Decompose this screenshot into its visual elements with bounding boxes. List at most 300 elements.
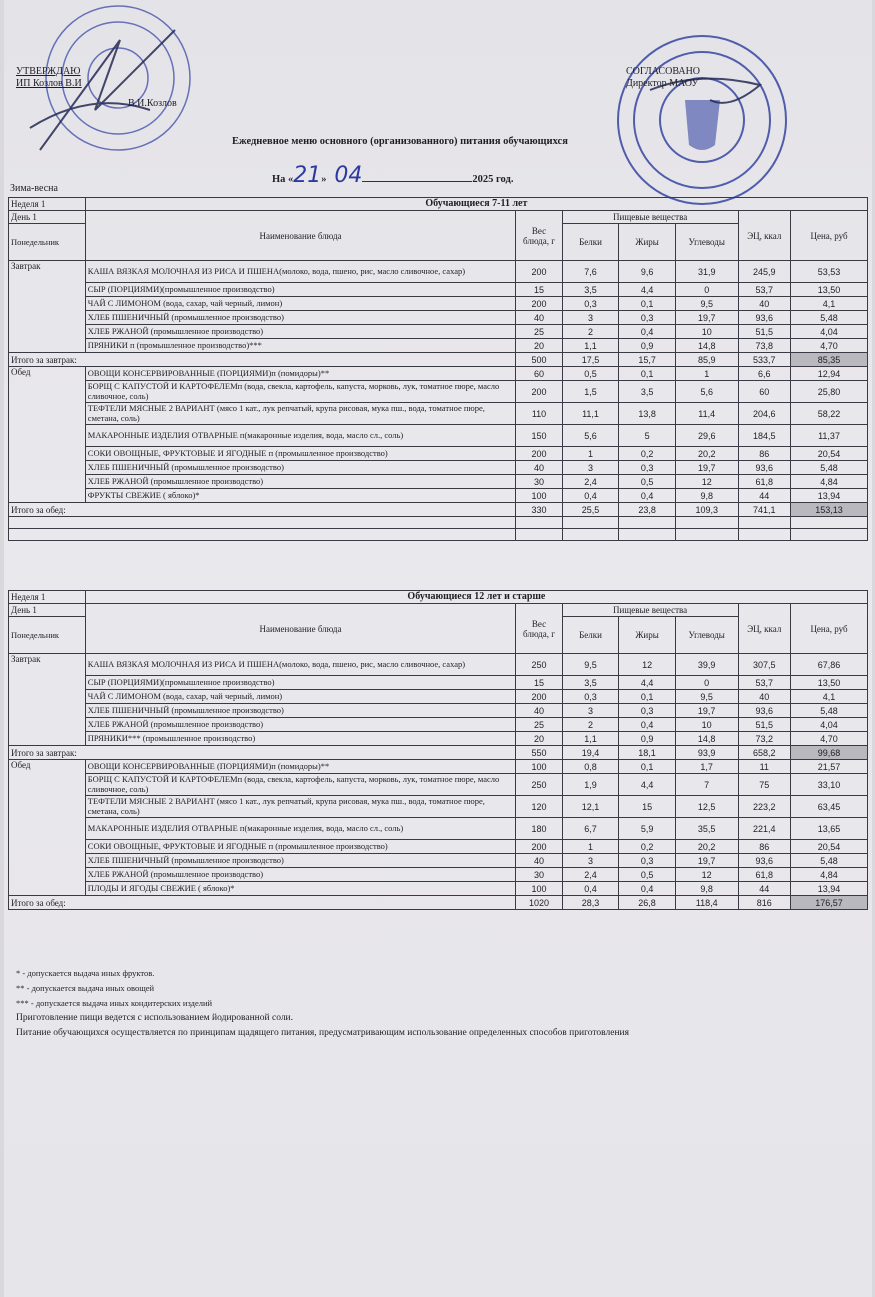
dish-weight: 40 — [516, 311, 562, 325]
dish-fat: 0,4 — [619, 325, 676, 339]
dish-carbs: 9,8 — [675, 489, 738, 503]
dish-price: 4,84 — [791, 475, 868, 489]
breakfast-total-protein: 17,5 — [562, 353, 619, 367]
dish-energy: 93,6 — [738, 854, 791, 868]
lunch-row — [9, 461, 868, 475]
nutrients-column-header: Пищевые вещества — [562, 211, 738, 224]
dish-carbs: 19,7 — [675, 704, 738, 718]
breakfast-row — [9, 297, 868, 311]
lunch-total-energy: 816 — [738, 896, 791, 910]
group-heading: Обучающиеся 12 лет и старше — [85, 591, 867, 604]
dish-column-header: Наименование блюда — [85, 211, 515, 261]
dish-energy: 51,5 — [738, 325, 791, 339]
breakfast-total-energy: 533,7 — [738, 353, 791, 367]
breakfast-total-fat: 18,1 — [619, 746, 676, 760]
approval-left — [16, 66, 177, 109]
dish-protein: 0,3 — [562, 297, 619, 311]
note-fruits: * - допускается выдача иных фруктов. — [16, 968, 155, 978]
dish-weight: 30 — [516, 868, 562, 882]
dish-name: СЫР (ПОРЦИЯМИ)(промышленное производство) — [85, 283, 515, 297]
blank-cell — [516, 517, 562, 529]
signature-name: В.И.Козлов — [128, 98, 177, 109]
dish-protein: 1,1 — [562, 339, 619, 353]
dish-protein: 2,4 — [562, 868, 619, 882]
dish-energy: 93,6 — [738, 311, 791, 325]
dish-fat: 0,2 — [619, 840, 676, 854]
breakfast-total-protein: 19,4 — [562, 746, 619, 760]
lunch-row — [9, 475, 868, 489]
dish-weight: 100 — [516, 489, 562, 503]
date-line — [272, 163, 513, 188]
blank-cell — [675, 517, 738, 529]
dish-carbs: 7 — [675, 774, 738, 796]
dish-name: МАКАРОННЫЕ ИЗДЕЛИЯ ОТВАРНЫЕ п(макаронные изделия, вода, масло сл., соль) — [85, 818, 515, 840]
agree-position: Директор МАОУ — [626, 78, 699, 89]
dish-price: 21,57 — [791, 760, 868, 774]
dish-price: 4,04 — [791, 325, 868, 339]
dish-protein: 1,9 — [562, 774, 619, 796]
breakfast-total-fat: 15,7 — [619, 353, 676, 367]
dish-weight: 60 — [516, 367, 562, 381]
dish-protein: 0,5 — [562, 367, 619, 381]
dish-name: ХЛЕБ РЖАНОЙ (промышленное производство) — [85, 718, 515, 732]
dish-carbs: 35,5 — [675, 818, 738, 840]
price-column-header: Цена, руб — [791, 604, 868, 654]
breakfast-row — [9, 261, 868, 283]
dish-energy: 221,4 — [738, 818, 791, 840]
dish-carbs: 19,7 — [675, 461, 738, 475]
dish-price: 13,94 — [791, 882, 868, 896]
dish-weight: 200 — [516, 381, 562, 403]
dish-name: ХЛЕБ ПШЕНИЧНЫЙ (промышленное производство) — [85, 461, 515, 475]
fat-column-header: Жиры — [619, 617, 676, 654]
left-stamp — [0, 0, 210, 180]
dish-carbs: 1,7 — [675, 760, 738, 774]
dish-column-header: Наименование блюда — [85, 604, 515, 654]
menu-table-12-plus — [8, 590, 868, 910]
blank-cell — [738, 517, 791, 529]
date-month: 04 — [334, 163, 363, 188]
dish-price: 53,53 — [791, 261, 868, 283]
approve-title: УТВЕРЖДАЮ — [16, 66, 81, 77]
dish-protein: 0,8 — [562, 760, 619, 774]
dish-protein: 3 — [562, 461, 619, 475]
dish-carbs: 19,7 — [675, 311, 738, 325]
dish-carbs: 9,5 — [675, 297, 738, 311]
dish-energy: 6,6 — [738, 367, 791, 381]
dish-weight: 200 — [516, 297, 562, 311]
dish-name: СОКИ ОВОЩНЫЕ, ФРУКТОВЫЕ И ЯГОДНЫЕ п (промышленное производство) — [85, 447, 515, 461]
blank-cell — [675, 529, 738, 541]
dish-protein: 3 — [562, 854, 619, 868]
blank-cell — [562, 517, 619, 529]
dish-name: МАКАРОННЫЕ ИЗДЕЛИЯ ОТВАРНЫЕ п(макаронные изделия, вода, масло сл., соль) — [85, 425, 515, 447]
approval-right — [626, 66, 700, 90]
dish-price: 4,1 — [791, 297, 868, 311]
group-heading: Обучающиеся 7-11 лет — [85, 198, 867, 211]
carbs-column-header: Углеводы — [675, 617, 738, 654]
lunch-total-label: Итого за обед: — [9, 896, 516, 910]
dish-protein: 1,1 — [562, 732, 619, 746]
lunch-row — [9, 882, 868, 896]
lunch-row — [9, 403, 868, 425]
protein-column-header: Белки — [562, 224, 619, 261]
dish-weight: 40 — [516, 461, 562, 475]
agree-title: СОГЛАСОВАНО — [626, 66, 701, 77]
dish-price: 13,94 — [791, 489, 868, 503]
approver-name: ИП Козлов В.И — [16, 78, 82, 89]
dish-weight: 120 — [516, 796, 562, 818]
dish-fat: 0,3 — [619, 311, 676, 325]
lunch-row — [9, 760, 868, 774]
dish-carbs: 14,8 — [675, 339, 738, 353]
dish-energy: 44 — [738, 882, 791, 896]
lunch-total-protein: 28,3 — [562, 896, 619, 910]
dish-carbs: 20,2 — [675, 447, 738, 461]
dish-name: ФРУКТЫ СВЕЖИЕ ( яблоко)* — [85, 489, 515, 503]
lunch-label: Обед — [9, 760, 86, 896]
dish-fat: 3,5 — [619, 381, 676, 403]
dish-fat: 4,4 — [619, 676, 676, 690]
dish-fat: 0,4 — [619, 882, 676, 896]
dish-fat: 15 — [619, 796, 676, 818]
lunch-total-fat: 26,8 — [619, 896, 676, 910]
dish-energy: 51,5 — [738, 718, 791, 732]
breakfast-total-energy: 658,2 — [738, 746, 791, 760]
blank-cell — [791, 529, 868, 541]
dish-price: 4,04 — [791, 718, 868, 732]
dish-carbs: 39,9 — [675, 654, 738, 676]
dish-price: 13,50 — [791, 676, 868, 690]
lunch-row — [9, 367, 868, 381]
dish-energy: 53,7 — [738, 283, 791, 297]
note-salt: Приготовление пищи ведется с использованием йодированной соли. — [16, 1013, 294, 1023]
dish-carbs: 1 — [675, 367, 738, 381]
dish-fat: 5 — [619, 425, 676, 447]
dish-protein: 0,3 — [562, 690, 619, 704]
breakfast-label: Завтрак — [9, 654, 86, 746]
dish-fat: 4,4 — [619, 283, 676, 297]
dish-fat: 0,5 — [619, 868, 676, 882]
dish-weight: 150 — [516, 425, 562, 447]
dish-carbs: 5,6 — [675, 381, 738, 403]
dish-carbs: 12 — [675, 868, 738, 882]
dish-weight: 30 — [516, 475, 562, 489]
lunch-total-weight: 1020 — [516, 896, 562, 910]
dish-energy: 44 — [738, 489, 791, 503]
dish-energy: 93,6 — [738, 704, 791, 718]
dish-carbs: 20,2 — [675, 840, 738, 854]
dish-carbs: 9,8 — [675, 882, 738, 896]
dish-energy: 61,8 — [738, 868, 791, 882]
blank-cell — [738, 529, 791, 541]
dish-protein: 11,1 — [562, 403, 619, 425]
breakfast-row — [9, 339, 868, 353]
dish-fat: 0,9 — [619, 339, 676, 353]
dish-protein: 3 — [562, 311, 619, 325]
dish-name: ХЛЕБ ПШЕНИЧНЫЙ (промышленное производство) — [85, 311, 515, 325]
season-label: Зима-весна — [10, 183, 58, 194]
blank-cell — [562, 529, 619, 541]
dish-energy: 245,9 — [738, 261, 791, 283]
note-confectionery: *** - допускается выдача иных кондитерских изделий — [16, 998, 213, 1008]
dish-fat: 0,5 — [619, 475, 676, 489]
energy-column-header: ЭЦ, ккал — [738, 211, 791, 261]
protein-column-header: Белки — [562, 617, 619, 654]
blank-cell — [9, 517, 516, 529]
dish-name: ХЛЕБ ПШЕНИЧНЫЙ (промышленное производство) — [85, 854, 515, 868]
dish-weight: 20 — [516, 732, 562, 746]
dish-fat: 0,4 — [619, 489, 676, 503]
breakfast-row — [9, 718, 868, 732]
document-title: Ежедневное меню основного (организованного) питания обучающихся — [232, 136, 568, 147]
menu-table-7-11 — [8, 197, 868, 541]
nutrients-column-header: Пищевые вещества — [562, 604, 738, 617]
breakfast-total-label: Итого за завтрак: — [9, 353, 516, 367]
dish-energy: 307,5 — [738, 654, 791, 676]
dish-name: ПЛОДЫ И ЯГОДЫ СВЕЖИЕ ( яблоко)* — [85, 882, 515, 896]
dish-energy: 11 — [738, 760, 791, 774]
dish-fat: 13,8 — [619, 403, 676, 425]
dish-energy: 61,8 — [738, 475, 791, 489]
date-prefix: На « — [272, 174, 294, 185]
dish-name: БОРЩ С КАПУСТОЙ И КАРТОФЕЛЕМп (вода, свекла, картофель, капуста, морковь, лук, томатное пюре, масло сливочное, соль) — [85, 774, 515, 796]
dish-energy: 184,5 — [738, 425, 791, 447]
dish-weight: 100 — [516, 760, 562, 774]
lunch-row — [9, 854, 868, 868]
dish-fat: 4,4 — [619, 774, 676, 796]
lunch-total-fat: 23,8 — [619, 503, 676, 517]
dish-protein: 0,4 — [562, 882, 619, 896]
dish-price: 4,70 — [791, 732, 868, 746]
dish-price: 5,48 — [791, 461, 868, 475]
breakfast-row — [9, 311, 868, 325]
dish-carbs: 19,7 — [675, 854, 738, 868]
dish-name: КАША ВЯЗКАЯ МОЛОЧНАЯ ИЗ РИСА И ПШЕНА(молоко, вода, пшено, рис, масло сливочное, сахар) — [85, 261, 515, 283]
date-mid: » — [321, 174, 327, 185]
dish-fat: 0,9 — [619, 732, 676, 746]
dish-name: ХЛЕБ РЖАНОЙ (промышленное производство) — [85, 868, 515, 882]
breakfast-total-weight: 550 — [516, 746, 562, 760]
blank-cell — [619, 517, 676, 529]
lunch-total-price: 176,57 — [791, 896, 868, 910]
note-diet: Питание обучающихся осуществляется по принципам щадящего питания, предусматривающим использование определенных способов приготовления — [16, 1028, 629, 1038]
dish-fat: 0,2 — [619, 447, 676, 461]
dish-protein: 12,1 — [562, 796, 619, 818]
breakfast-row — [9, 325, 868, 339]
dish-protein: 3 — [562, 704, 619, 718]
breakfast-total-carbs: 93,9 — [675, 746, 738, 760]
blank-cell — [9, 529, 516, 541]
blank-cell — [619, 529, 676, 541]
dish-price: 33,10 — [791, 774, 868, 796]
dish-carbs: 0 — [675, 676, 738, 690]
dish-fat: 5,9 — [619, 818, 676, 840]
lunch-row — [9, 489, 868, 503]
dish-fat: 0,3 — [619, 854, 676, 868]
dish-protein: 5,6 — [562, 425, 619, 447]
lunch-row — [9, 774, 868, 796]
lunch-row — [9, 447, 868, 461]
lunch-row — [9, 840, 868, 854]
dish-weight: 15 — [516, 676, 562, 690]
dish-weight: 15 — [516, 283, 562, 297]
dish-fat: 12 — [619, 654, 676, 676]
dish-weight: 200 — [516, 690, 562, 704]
dish-weight: 110 — [516, 403, 562, 425]
dish-price: 58,22 — [791, 403, 868, 425]
dish-energy: 60 — [738, 381, 791, 403]
lunch-row — [9, 868, 868, 882]
dish-price: 5,48 — [791, 311, 868, 325]
dish-protein: 1 — [562, 447, 619, 461]
dish-fat: 0,3 — [619, 704, 676, 718]
dish-name: ХЛЕБ ПШЕНИЧНЫЙ (промышленное производство) — [85, 704, 515, 718]
price-column-header: Цена, руб — [791, 211, 868, 261]
date-year: 2025 год. — [472, 174, 514, 185]
dish-fat: 0,1 — [619, 367, 676, 381]
dish-weight: 100 — [516, 882, 562, 896]
dish-carbs: 11,4 — [675, 403, 738, 425]
breakfast-total-weight: 500 — [516, 353, 562, 367]
dish-name: ПРЯНИКИ п (промышленное производство)*** — [85, 339, 515, 353]
dish-energy: 53,7 — [738, 676, 791, 690]
dish-price: 25,80 — [791, 381, 868, 403]
dish-price: 13,65 — [791, 818, 868, 840]
weight-column-header: Вес блюда, г — [516, 211, 562, 261]
dish-carbs: 14,8 — [675, 732, 738, 746]
dish-energy: 204,6 — [738, 403, 791, 425]
dish-energy: 223,2 — [738, 796, 791, 818]
dish-name: ПРЯНИКИ*** (промышленное производство) — [85, 732, 515, 746]
energy-column-header: ЭЦ, ккал — [738, 604, 791, 654]
breakfast-row — [9, 704, 868, 718]
dish-carbs: 29,6 — [675, 425, 738, 447]
breakfast-row — [9, 654, 868, 676]
dish-name: ОВОЩИ КОНСЕРВИРОВАННЫЕ (ПОРЦИЯМИ)п (помидоры)** — [85, 760, 515, 774]
dish-energy: 93,6 — [738, 461, 791, 475]
dish-price: 67,86 — [791, 654, 868, 676]
breakfast-row — [9, 732, 868, 746]
footnotes — [16, 966, 629, 1041]
dish-weight: 200 — [516, 447, 562, 461]
breakfast-row — [9, 283, 868, 297]
dish-fat: 0,4 — [619, 718, 676, 732]
week-label: Неделя 1 — [9, 198, 86, 211]
dish-name: ОВОЩИ КОНСЕРВИРОВАННЫЕ (ПОРЦИЯМИ)п (помидоры)** — [85, 367, 515, 381]
breakfast-label: Завтрак — [9, 261, 86, 353]
dish-weight: 20 — [516, 339, 562, 353]
dish-protein: 3,5 — [562, 283, 619, 297]
lunch-label: Обед — [9, 367, 86, 503]
dish-protein: 1 — [562, 840, 619, 854]
dish-price: 11,37 — [791, 425, 868, 447]
dish-weight: 40 — [516, 704, 562, 718]
dish-price: 20,54 — [791, 447, 868, 461]
dish-energy: 73,2 — [738, 732, 791, 746]
dish-weight: 40 — [516, 854, 562, 868]
dish-weight: 180 — [516, 818, 562, 840]
dish-price: 12,94 — [791, 367, 868, 381]
lunch-row — [9, 381, 868, 403]
lunch-row — [9, 796, 868, 818]
dish-name: СОКИ ОВОЩНЫЕ, ФРУКТОВЫЕ И ЯГОДНЫЕ п (промышленное производство) — [85, 840, 515, 854]
dish-protein: 0,4 — [562, 489, 619, 503]
dish-weight: 250 — [516, 774, 562, 796]
breakfast-total-carbs: 85,9 — [675, 353, 738, 367]
dish-energy: 86 — [738, 840, 791, 854]
dish-fat: 0,1 — [619, 760, 676, 774]
dish-protein: 9,5 — [562, 654, 619, 676]
breakfast-row — [9, 690, 868, 704]
dish-protein: 2 — [562, 325, 619, 339]
dish-weight: 25 — [516, 325, 562, 339]
dish-protein: 2 — [562, 718, 619, 732]
dish-carbs: 12 — [675, 475, 738, 489]
dish-name: ТЕФТЕЛИ МЯСНЫЕ 2 ВАРИАНТ (мясо 1 кат., лук репчатый, крупа рисовая, мука пш., вода, томатное пюре, сметана, соль) — [85, 403, 515, 425]
lunch-total-price: 153,13 — [791, 503, 868, 517]
dish-fat: 0,1 — [619, 690, 676, 704]
lunch-total-protein: 25,5 — [562, 503, 619, 517]
breakfast-row — [9, 676, 868, 690]
day-label: День 1 — [9, 604, 86, 617]
weekday-label: Понедельник — [9, 224, 86, 261]
dish-weight: 25 — [516, 718, 562, 732]
dish-price: 13,50 — [791, 283, 868, 297]
dish-carbs: 10 — [675, 718, 738, 732]
dish-carbs: 10 — [675, 325, 738, 339]
dish-weight: 250 — [516, 654, 562, 676]
blank-cell — [516, 529, 562, 541]
breakfast-total-price: 99,68 — [791, 746, 868, 760]
dish-name: ЧАЙ С ЛИМОНОМ (вода, сахар, чай черный, лимон) — [85, 690, 515, 704]
day-label: День 1 — [9, 211, 86, 224]
dish-name: ТЕФТЕЛИ МЯСНЫЕ 2 ВАРИАНТ (мясо 1 кат., лук репчатый, крупа рисовая, мука пш., вода, томатное пюре, сметана, соль) — [85, 796, 515, 818]
carbs-column-header: Углеводы — [675, 224, 738, 261]
dish-name: КАША ВЯЗКАЯ МОЛОЧНАЯ ИЗ РИСА И ПШЕНА(молоко, вода, пшено, рис, масло сливочное, сахар) — [85, 654, 515, 676]
lunch-total-carbs: 118,4 — [675, 896, 738, 910]
dish-weight: 200 — [516, 261, 562, 283]
dish-protein: 1,5 — [562, 381, 619, 403]
dish-fat: 0,1 — [619, 297, 676, 311]
dish-price: 4,84 — [791, 868, 868, 882]
dish-energy: 40 — [738, 297, 791, 311]
dish-protein: 3,5 — [562, 676, 619, 690]
dish-fat: 9,6 — [619, 261, 676, 283]
note-vegetables: ** - допускается выдача иных овощей — [16, 983, 155, 993]
dish-protein: 2,4 — [562, 475, 619, 489]
week-label: Неделя 1 — [9, 591, 86, 604]
breakfast-total-label: Итого за завтрак: — [9, 746, 516, 760]
lunch-total-carbs: 109,3 — [675, 503, 738, 517]
dish-price: 5,48 — [791, 704, 868, 718]
dish-energy: 75 — [738, 774, 791, 796]
lunch-total-energy: 741,1 — [738, 503, 791, 517]
lunch-row — [9, 425, 868, 447]
lunch-total-label: Итого за обед: — [9, 503, 516, 517]
dish-price: 5,48 — [791, 854, 868, 868]
dish-price: 4,1 — [791, 690, 868, 704]
weekday-label: Понедельник — [9, 617, 86, 654]
date-day: 21 — [293, 163, 322, 188]
dish-name: ЧАЙ С ЛИМОНОМ (вода, сахар, чай черный, лимон) — [85, 297, 515, 311]
lunch-total-weight: 330 — [516, 503, 562, 517]
dish-energy: 86 — [738, 447, 791, 461]
fat-column-header: Жиры — [619, 224, 676, 261]
dish-energy: 40 — [738, 690, 791, 704]
blank-cell — [791, 517, 868, 529]
dish-energy: 73,8 — [738, 339, 791, 353]
